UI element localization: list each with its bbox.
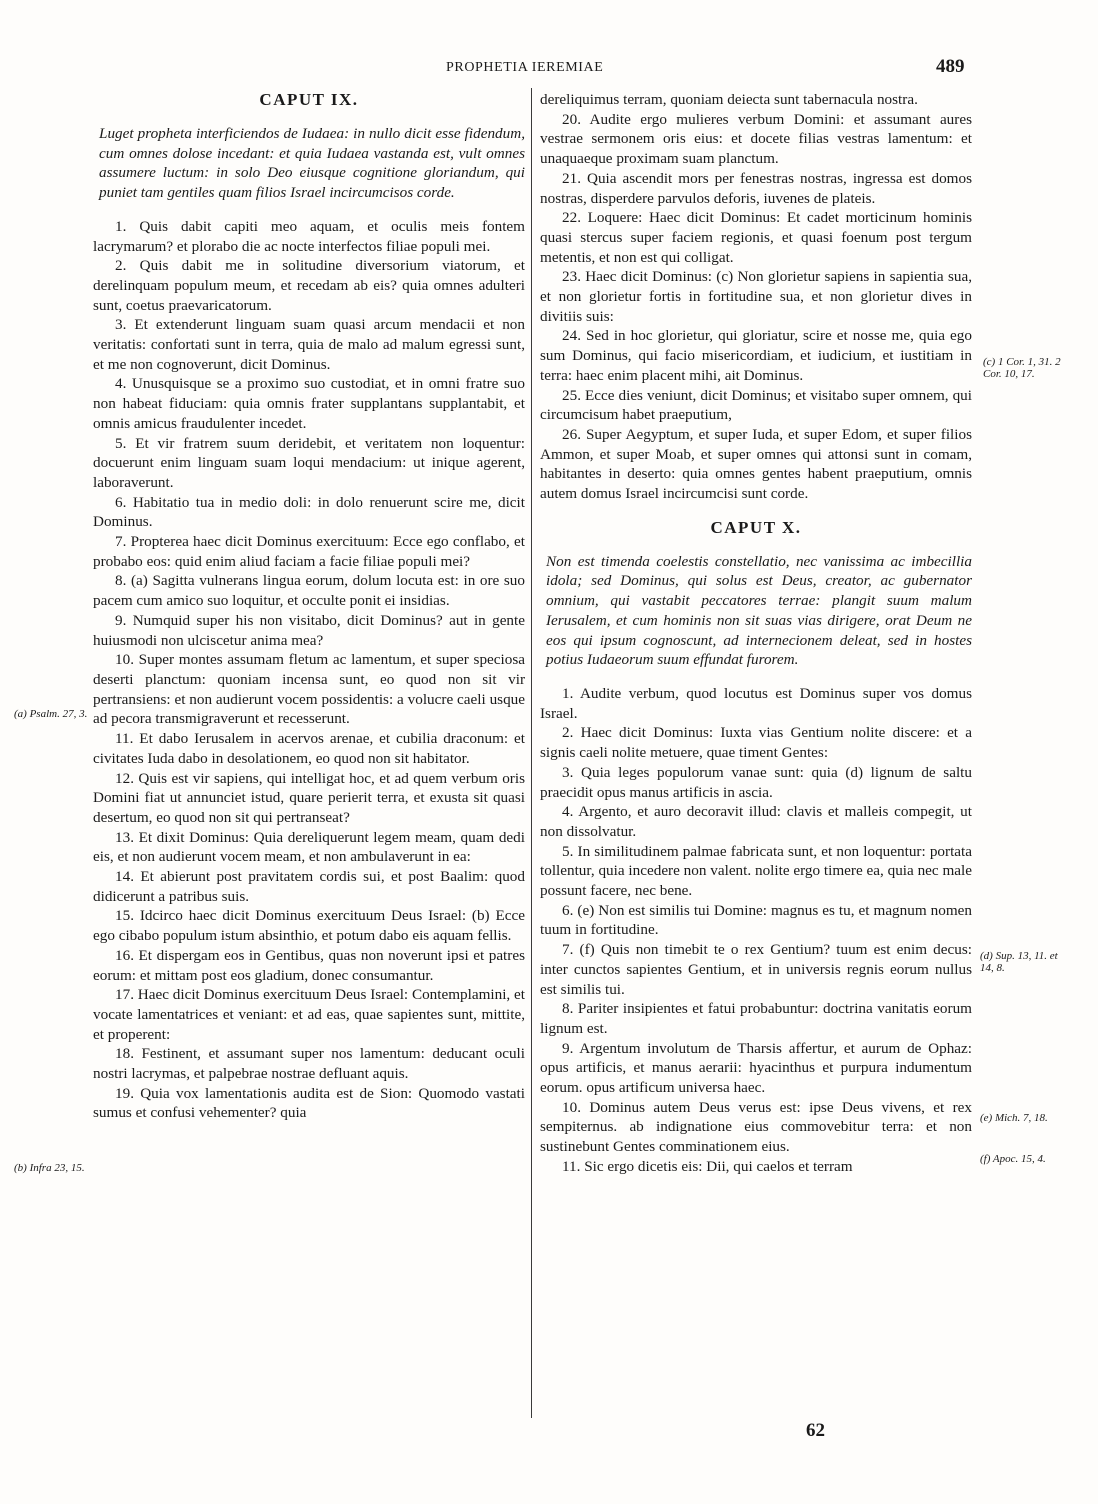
chapter-summary-x: Non est timenda coelestis constellatio, nec vanissima ac imbecillia idola; sed Dominus, qui solus est Deus, creator, ac gubernator omnium, qui vastabit peccatores terrae: plangit suum malum Ierusalem, et cum hominis non sit suas vias dirigere, orat Deum ne eos qui ipsum cognoscunt, ad internecionem deleat, sed in hostes potius Iudaeorum suum effundat furorem. bbox=[546, 552, 972, 669]
section-gap bbox=[540, 504, 972, 518]
verse: 13. Et dixit Dominus: Quia dereliquerunt legem meam, quam dedi eis, et non audierunt vocem meam, et non ambulaverunt in ea: bbox=[93, 828, 525, 866]
verse: 9. Numquid super his non visitabo, dicit Dominus? aut in gente huiusmodi non ulciscetur anima mea? bbox=[93, 611, 525, 649]
verse: 6. (e) Non est similis tui Domine: magnus es tu, et magnum nomen tuum in fortitudine. bbox=[540, 901, 972, 939]
verse: 1. Audite verbum, quod locutus est Dominus super vos domus Israel. bbox=[540, 684, 972, 722]
verse: 10. Dominus autem Deus verus est: ipse Deus vivens, et rex sempiternus. ab indignatione eius commovebitur terra: et non sustinebunt Gentes comminationem eius. bbox=[540, 1098, 972, 1156]
margin-note-f: (f) Apoc. 15, 4. bbox=[980, 1153, 1046, 1165]
verse: 1. Quis dabit capiti meo aquam, et oculis meis fontem lacrymarum? et plorabo die ac nocte interfectos filiae populi mei. bbox=[93, 217, 525, 255]
verse: 22. Loquere: Haec dicit Dominus: Et cadet morticinum hominis quasi stercus super faciem regionis, et quasi foenum post tergum metentis, et non est qui colligat. bbox=[540, 209, 972, 266]
verse: 26. Super Aegyptum, et super Iuda, et super Edom, et super filios Ammon, et super Moab, et super omnes qui attonsi sunt in comam, habitantes in deserto: quia omnes gentes habent praeputium, omnis autem domus Israel incircumcisi sunt corde. bbox=[540, 425, 972, 503]
verse: 7. (f) Quis non timebit te o rex Gentium? tuum est enim decus: inter cunctos sapientes Gentium, et in universis regnis eorum nullus est similis tui. bbox=[540, 941, 972, 998]
verse: 2. Quis dabit me in solitudine diversorium viatorum, et derelinquam populum meum, et recedam ab eis? quia omnes adulteri sunt, coetus praevaricatorum. bbox=[93, 257, 525, 314]
verse: 21. Quia ascendit mors per fenestras nostras, ingressa est domos nostras, disperdere parvulos deforis, iuvenes de plateis. bbox=[540, 169, 972, 207]
column-divider bbox=[531, 88, 532, 1418]
verse: 19. Quia vox lamentationis audita est de Sion: Quomodo vastati sumus et confusi vehementer? quia bbox=[93, 1084, 525, 1122]
verse: 14. Et abierunt post pravitatem cordis sui, et post Baalim: quod didicerunt a patribus suis. bbox=[93, 868, 525, 905]
verse: 16. Et dispergam eos in Gentibus, quas non noverunt ipsi et patres eorum: et mittam post eos gladium, donec consumantur. bbox=[93, 946, 525, 984]
verse: 24. Sed in hoc glorietur, qui gloriatur, scire et nosse me, quia ego sum Dominus, qui facio misericordiam, et iudicium, et iustitiam in terra: haec enim placent mihi, ait Dominus. bbox=[540, 327, 972, 384]
verse: 4. Argento, et auro decoravit illud: clavis et malleis compegit, ut non dissolvatur. bbox=[540, 803, 972, 840]
running-title: PROPHETIA IEREMIAE bbox=[446, 60, 604, 75]
chapter-heading-x: CAPUT X. bbox=[710, 517, 802, 537]
verse: 3. Quia leges populorum vanae sunt: quia (d) lignum de saltu praecidit opus manus artificis in ascia. bbox=[540, 763, 972, 801]
verse: 18. Festinent, et assumant super nos lamentum: deducant oculi nostri lacrymas, et palpebrae nostrae defluant aquis. bbox=[93, 1045, 525, 1083]
signature-mark: 62 bbox=[806, 1420, 825, 1441]
verse: 5. Et vir fratrem suum deridebit, et veritatem non loquentur: docuerunt enim linguam suam loqui mendacium: ut inique agerent, laboraverunt. bbox=[93, 434, 525, 491]
margin-note-a: (a) Psalm. 27, 3. bbox=[14, 708, 88, 720]
verse: 2. Haec dicit Dominus: Iuxta vias Gentium nolite discere: et a signis caeli nolite metuere, quae timent Gentes: bbox=[540, 724, 972, 762]
chapter-summary-ix: Luget propheta interficiendos de Iudaea: in nullo dicit esse fidendum, cum omnes dolose incedant: et quia Iudaea vastanda est, vult omnes assumere luctum: in solo Deo eiusque cognitione gloriandum, qui puniet tam gentiles quam filios Israel incircumcisos corde. bbox=[99, 125, 525, 202]
verse: 17. Haec dicit Dominus exercituum Deus Israel: Contemplamini, et vocate lamentatrices et veniant: et ad eas, quae sapientes sunt, mittite, et properent: bbox=[93, 986, 525, 1043]
margin-note-b: (b) Infra 23, 15. bbox=[14, 1162, 85, 1174]
verse: 23. Haec dicit Dominus: (c) Non glorietur sapiens in sapientia sua, et non glorietur fortis in fortitudine sua, et non glorietur dives in divitiis suis: bbox=[540, 268, 972, 325]
margin-note-e: (e) Mich. 7, 18. bbox=[980, 1112, 1048, 1124]
verse: 6. Habitatio tua in medio doli: in dolo renuerunt scire me, dicit Dominus. bbox=[93, 493, 525, 531]
page-number: 489 bbox=[936, 56, 965, 77]
verse: 7. Propterea haec dicit Dominus exercituum: Ecce ego conflabo, et probabo eos: quid enim aliud faciam a facie filiae populi mei? bbox=[93, 533, 525, 570]
margin-note-d: (d) Sup. 13, 11. et 14, 8. bbox=[980, 950, 1058, 974]
verse: 11. Et dabo Ierusalem in acervos arenae, et cubilia draconum: et civitates Iuda dabo in desolationem, eo quod non sit habitator. bbox=[93, 730, 525, 767]
verse: 25. Ecce dies veniunt, dicit Dominus; et visitabo super omnem, qui circumcisum habet praeputium, bbox=[540, 386, 972, 424]
verse: 10. Super montes assumam fletum ac lamentum, et super speciosa deserti planctum: quoniam incensa sunt, eo quod non sit vir pertransiens: et non audierunt vocem possidentis: a volucre caeli usque ad pecora transmigraverunt et recesserunt. bbox=[93, 651, 525, 728]
left-column bbox=[93, 90, 525, 1123]
verse: 8. Pariter insipientes et fatui probabuntur: doctrina vanitatis eorum lignum est. bbox=[540, 1000, 972, 1037]
verse: 5. In similitudinem palmae fabricata sunt, et non loquentur: portata tollentur, quia incedere non valent. nolite ergo timere ea, quia nec male possunt facere, nec bene. bbox=[540, 842, 972, 900]
verse: 9. Argentum involutum de Tharsis affertur, et aurum de Ophaz: opus artificis, et manus aerarii: hyacinthus et purpura indumentum eorum. opus artificum universa haec. bbox=[540, 1039, 972, 1097]
verse: 15. Idcirco haec dicit Dominus exercituum Deus Israel: (b) Ecce ego cibabo populum istum absinthio, et potum dabo eis aquam fellis. bbox=[93, 907, 525, 945]
verse: 4. Unusquisque se a proximo suo custodiat, et in omni fratre suo non habeat fiduciam: quia omnis frater supplantans supplantabit, et omnis amicus fraudulenter incedet. bbox=[93, 375, 525, 432]
verse: 3. Et extenderunt linguam suam quasi arcum mendacii et non veritatis: confortati sunt in terra, quia de malo ad malum egressi sunt, et me non cognoverunt, dicit Dominus. bbox=[93, 316, 525, 373]
verse-continuation: dereliquimus terram, quoniam deiecta sunt tabernacula nostra. bbox=[540, 91, 918, 108]
verse: 12. Quis est vir sapiens, qui intelligat hoc, et ad quem verbum oris Domini fiat ut annunciet istud, quare perierit terra, et exusta sit quasi desertum, eo quod non sit qui pertranseat? bbox=[93, 769, 525, 826]
verse: 11. Sic ergo dicetis eis: Dii, qui caelos et terram bbox=[562, 1157, 853, 1175]
verse: 20. Audite ergo mulieres verbum Domini: et assumant aures vestrae sermonem oris eius: et docete filias vestras lamentum: et unaquaeque proximam suam planctum. bbox=[540, 110, 972, 168]
chapter-heading-ix: CAPUT IX. bbox=[259, 90, 359, 109]
verse: 8. (a) Sagitta vulnerans lingua eorum, dolum locuta est: in ore suo pacem cum amico suo loquitur, et occulte ponit ei insidias. bbox=[93, 572, 525, 610]
margin-note-c: (c) 1 Cor. 1, 31. 2 Cor. 10, 17. bbox=[983, 356, 1061, 380]
right-column bbox=[540, 90, 972, 1177]
